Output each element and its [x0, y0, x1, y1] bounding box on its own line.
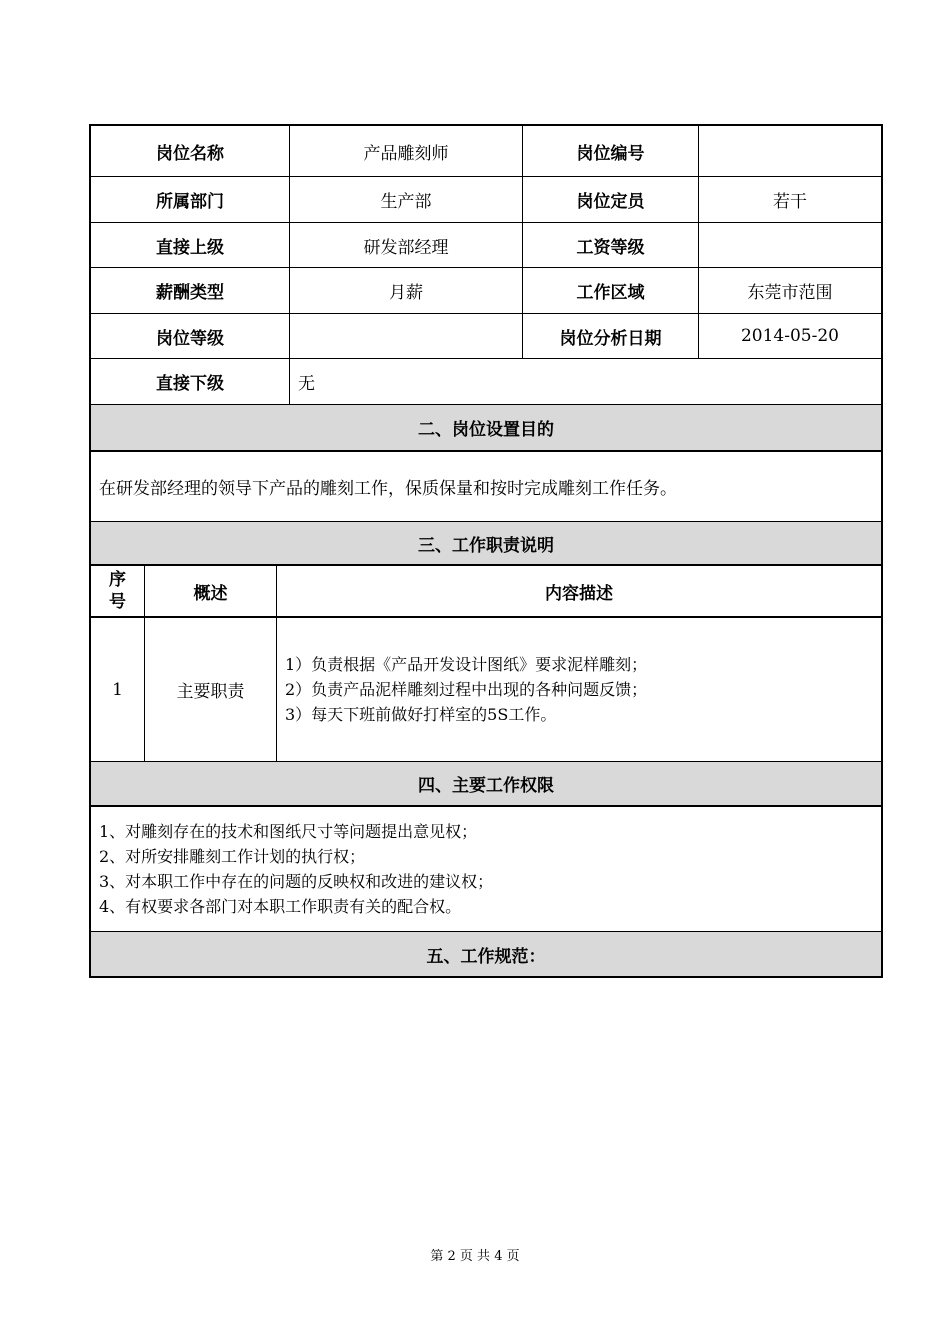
label-work-area: 工作区域: [522, 268, 698, 313]
duty-summary: 主要职责: [144, 618, 276, 761]
label-salary-grade: 工资等级: [522, 223, 698, 267]
purpose-text: 在研发部经理的领导下产品的雕刻工作，保质保量和按时完成雕刻工作任务。: [99, 479, 677, 499]
value-position-level: [289, 314, 522, 358]
job-description-table: [89, 124, 883, 978]
section-header: [91, 522, 881, 566]
page-footer: 第 2 页 共 4 页: [430, 1249, 520, 1264]
duties-header-row: [91, 566, 881, 618]
section-title-purpose: 二、岗位设置目的: [418, 420, 554, 440]
authority-item: 1、对雕刻存在的技术和图纸尺寸等问题提出意见权；: [99, 822, 478, 841]
value-position-code: [698, 126, 881, 176]
value-salary-grade: [698, 223, 881, 267]
info-row: [91, 314, 881, 359]
label-position-name: 岗位名称: [156, 143, 224, 164]
value-headcount: 若干: [698, 177, 881, 222]
duty-item: 1）负责根据《产品开发设计图纸》要求泥样雕刻；: [285, 655, 648, 674]
section-title-authority: 四、主要工作权限: [418, 776, 554, 796]
value-department: 生产部: [289, 177, 522, 222]
duty-item: 2）负责产品泥样雕刻过程中出现的各种问题反馈；: [285, 680, 648, 699]
section-title-duties: 三、工作职责说明: [418, 535, 554, 556]
info-row: [91, 359, 881, 405]
value-direct-supervisor: 研发部经理: [289, 223, 522, 267]
duty-item: 3）每天下班前做好打样室的5S工作。: [285, 705, 557, 724]
section-header: [91, 762, 881, 807]
label-department: 所属部门: [156, 192, 224, 212]
duty-no: 1: [112, 679, 123, 700]
duty-content-list: [285, 652, 647, 727]
info-row: [91, 268, 881, 314]
col-header-no: 序号: [109, 570, 126, 612]
value-position-name: 产品雕刻师: [289, 126, 522, 176]
label-analysis-date: 岗位分析日期: [522, 314, 698, 358]
section-content: [91, 807, 881, 932]
info-row: [91, 177, 881, 223]
duty-content: [276, 618, 881, 761]
section-title-norms: 五、工作规范：: [426, 946, 546, 967]
label-direct-subordinate: 直接下级: [156, 374, 224, 394]
col-header-content: 内容描述: [276, 566, 881, 616]
authority-item: 3、对本职工作中存在的问题的反映权和改进的建议权；: [99, 872, 494, 891]
duties-row: [91, 618, 881, 762]
value-work-area: 东莞市范围: [698, 268, 881, 313]
value-direct-subordinate: 无: [289, 359, 881, 404]
col-header-summary: 概述: [144, 566, 276, 616]
authority-list: [91, 807, 881, 931]
authority-item: 2、对所安排雕刻工作计划的执行权；: [99, 847, 366, 866]
label-direct-supervisor: 直接上级: [156, 237, 224, 258]
section-header: [91, 405, 881, 452]
label-pay-type: 薪酬类型: [156, 283, 224, 303]
section-header: [91, 932, 881, 976]
value-pay-type: 月薪: [289, 268, 522, 313]
authority-item: 4、有权要求各部门对本职工作职责有关的配合权。: [99, 897, 462, 916]
info-row: [91, 126, 881, 177]
label-position-code: 岗位编号: [522, 126, 698, 176]
value-analysis-date: 2014-05-20: [698, 314, 881, 358]
label-position-level: 岗位等级: [156, 328, 224, 349]
section-content: [91, 452, 881, 522]
info-row: [91, 223, 881, 268]
label-headcount: 岗位定员: [522, 177, 698, 222]
